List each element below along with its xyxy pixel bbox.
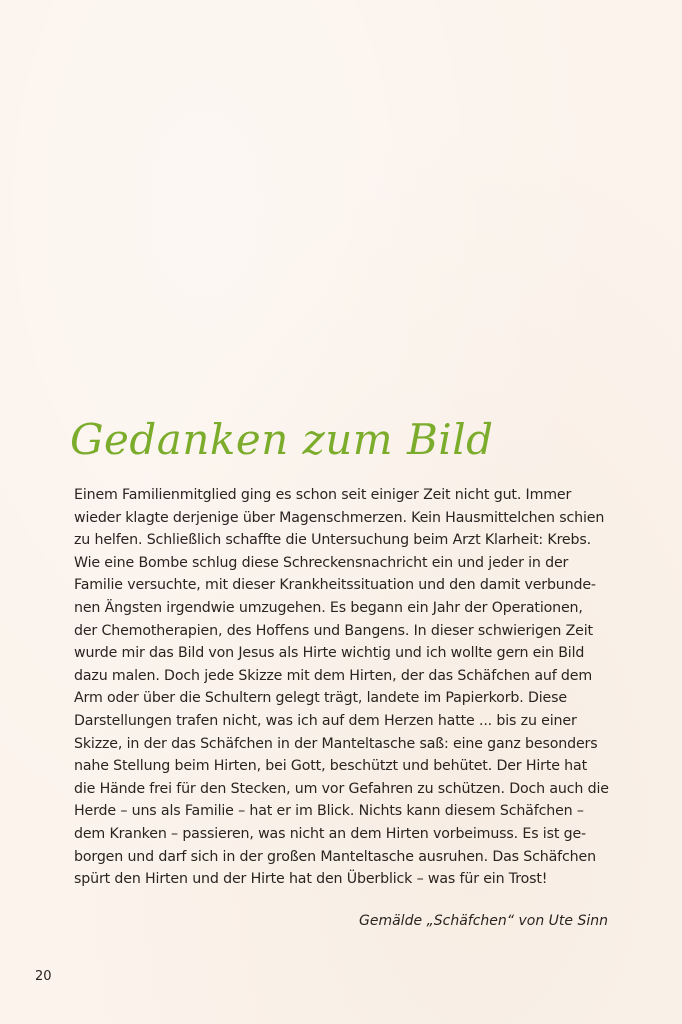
- body-line: Familie versuchte, mit dieser Krankheitssituation und den damit verbunde-: [74, 577, 596, 594]
- body-line: Darstellungen trafen nicht, was ich auf dem Herzen hatte ... bis zu einer: [74, 712, 577, 729]
- body-line: dazu malen. Doch jede Skizze mit dem Hirten, der das Schäfchen auf dem: [74, 667, 593, 684]
- body-line: dem Kranken – passieren, was nicht an dem Hirten vorbeimuss. Es ist ge-: [74, 825, 587, 842]
- body-line: spürt den Hirten und der Hirte hat den Überblick – was für ein Trost!: [74, 871, 548, 888]
- body-line: nahe Stellung beim Hirten, bei Gott, beschützt und behütet. Der Hirte hat: [74, 758, 587, 775]
- body-line: wurde mir das Bild von Jesus als Hirte wichtig und ich wollte gern ein Bild: [74, 645, 585, 662]
- body-line: Wie eine Bombe schlug diese Schreckensnachricht ein und jeder in der: [74, 554, 569, 571]
- body-line: Arm oder über die Schultern gelegt trägt, landete im Papierkorb. Diese: [74, 690, 567, 707]
- body-line: zu helfen. Schließlich schaffte die Untersuchung beim Arzt Klarheit: Krebs.: [74, 532, 591, 549]
- body-line: Herde – uns als Familie – hat er im Blick. Nichts kann diesem Schäfchen –: [74, 803, 584, 820]
- page-title: Gedanken zum Bild: [70, 415, 494, 464]
- body-line: der Chemotherapien, des Hoffens und Bangens. In dieser schwierigen Zeit: [74, 622, 593, 639]
- body-line: Einem Familienmitglied ging es schon seit einiger Zeit nicht gut. Immer: [74, 487, 572, 503]
- page-number: 20: [35, 969, 52, 984]
- body-line: Skizze, in der das Schäfchen in der Manteltasche saß: eine ganz besonders: [74, 735, 598, 752]
- body-paragraph: [74, 484, 614, 891]
- body-line: borgen und darf sich in der großen Manteltasche ausruhen. Das Schäfchen: [74, 848, 596, 865]
- body-line: nen Ängsten irgendwie umzugehen. Es begann ein Jahr der Operationen,: [74, 599, 583, 616]
- body-line: wieder klagte derjenige über Magenschmerzen. Kein Hausmittelchen schien: [74, 509, 605, 526]
- painting-caption: Gemälde „Schäfchen“ von Ute Sinn: [359, 913, 608, 929]
- body-line: die Hände frei für den Stecken, um vor Gefahren zu schützen. Doch auch die: [74, 780, 609, 797]
